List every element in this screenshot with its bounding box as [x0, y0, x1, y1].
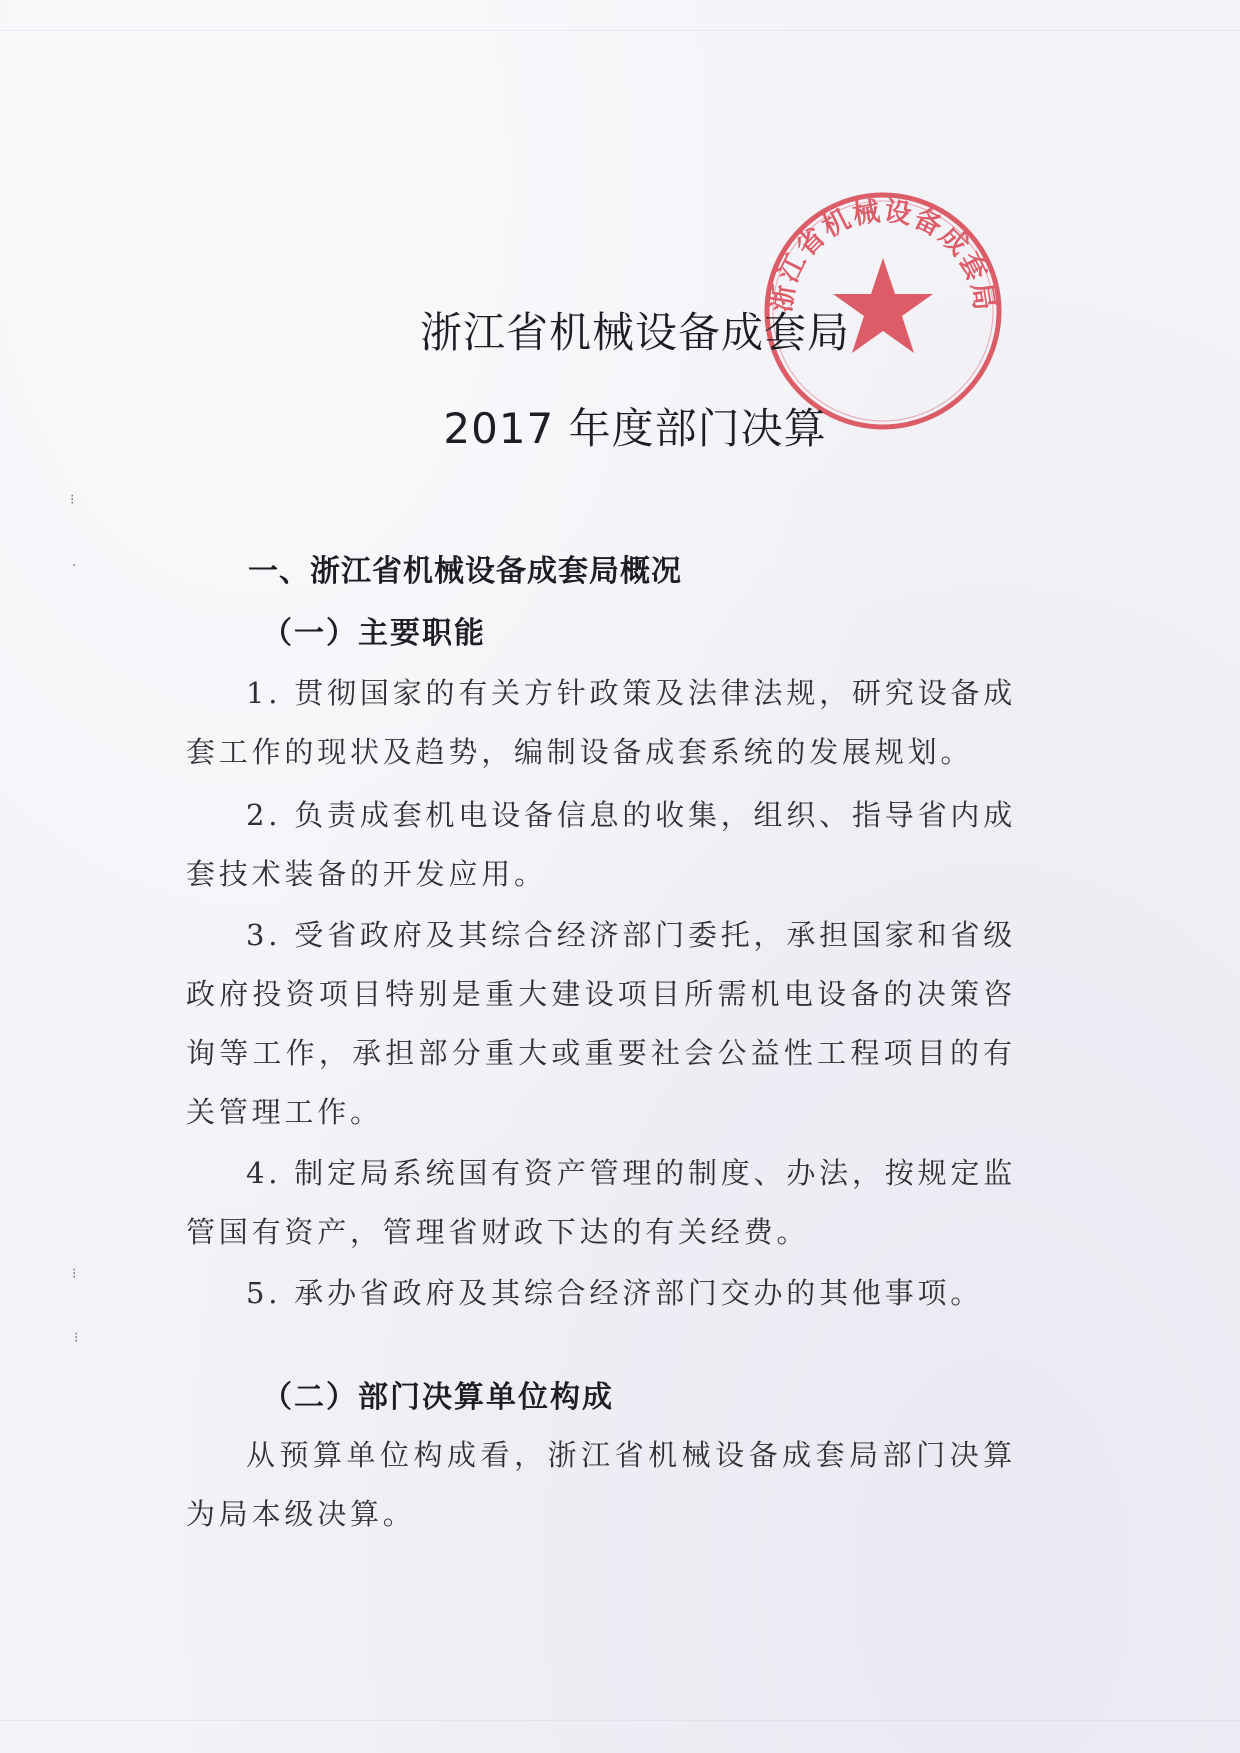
svg-text:浙江省机械设备成套局: 浙江省机械设备成套局 — [766, 195, 1000, 315]
binding-mark: ⁝ — [70, 492, 75, 508]
function-item-4: 4. 制定局系统国有资产管理的制度、办法，按规定监管国有资产，管理省财政下达的有关经费。 — [186, 1156, 1016, 1249]
function-item-5: 5. 承办省政府及其综合经济部门交办的其他事项。 — [246, 1276, 984, 1310]
document-title-line2: 2017 年度部门决算 — [443, 404, 827, 453]
section-heading-overview: 一、浙江省机械设备成套局概况 — [248, 554, 682, 589]
binding-mark: ⁝ — [74, 1330, 79, 1346]
binding-mark: ⁝ — [72, 1266, 77, 1282]
composition-paragraph: 从预算单位构成看，浙江省机械设备成套局部门决算为局本级决算。 — [186, 1438, 1016, 1531]
subsection-heading-composition: （二）部门决算单位构成 — [262, 1380, 614, 1415]
scan-artifact — [0, 1720, 1240, 1721]
document-title-line1: 浙江省机械设备成套局 — [419, 308, 850, 357]
function-item-1: 1. 贯彻国家的有关方针政策及法律法规，研究设备成套工作的现状及趋势，编制设备成套系统的发展规划。 — [186, 676, 1016, 769]
function-item-3: 3. 受省政府及其综合经济部门委托，承担国家和省级政府投资项目特别是重大建设项目所需机电设备的决策咨询等工作，承担部分重大或重要社会公益性工程项目的有关管理工作。 — [186, 918, 1016, 1129]
subsection-heading-functions: （一）主要职能 — [262, 616, 486, 651]
scan-artifact — [0, 30, 1240, 31]
function-item-2: 2. 负责成套机电设备信息的收集，组织、指导省内成套技术装备的开发应用。 — [186, 798, 1016, 891]
binding-mark: · — [72, 558, 77, 574]
